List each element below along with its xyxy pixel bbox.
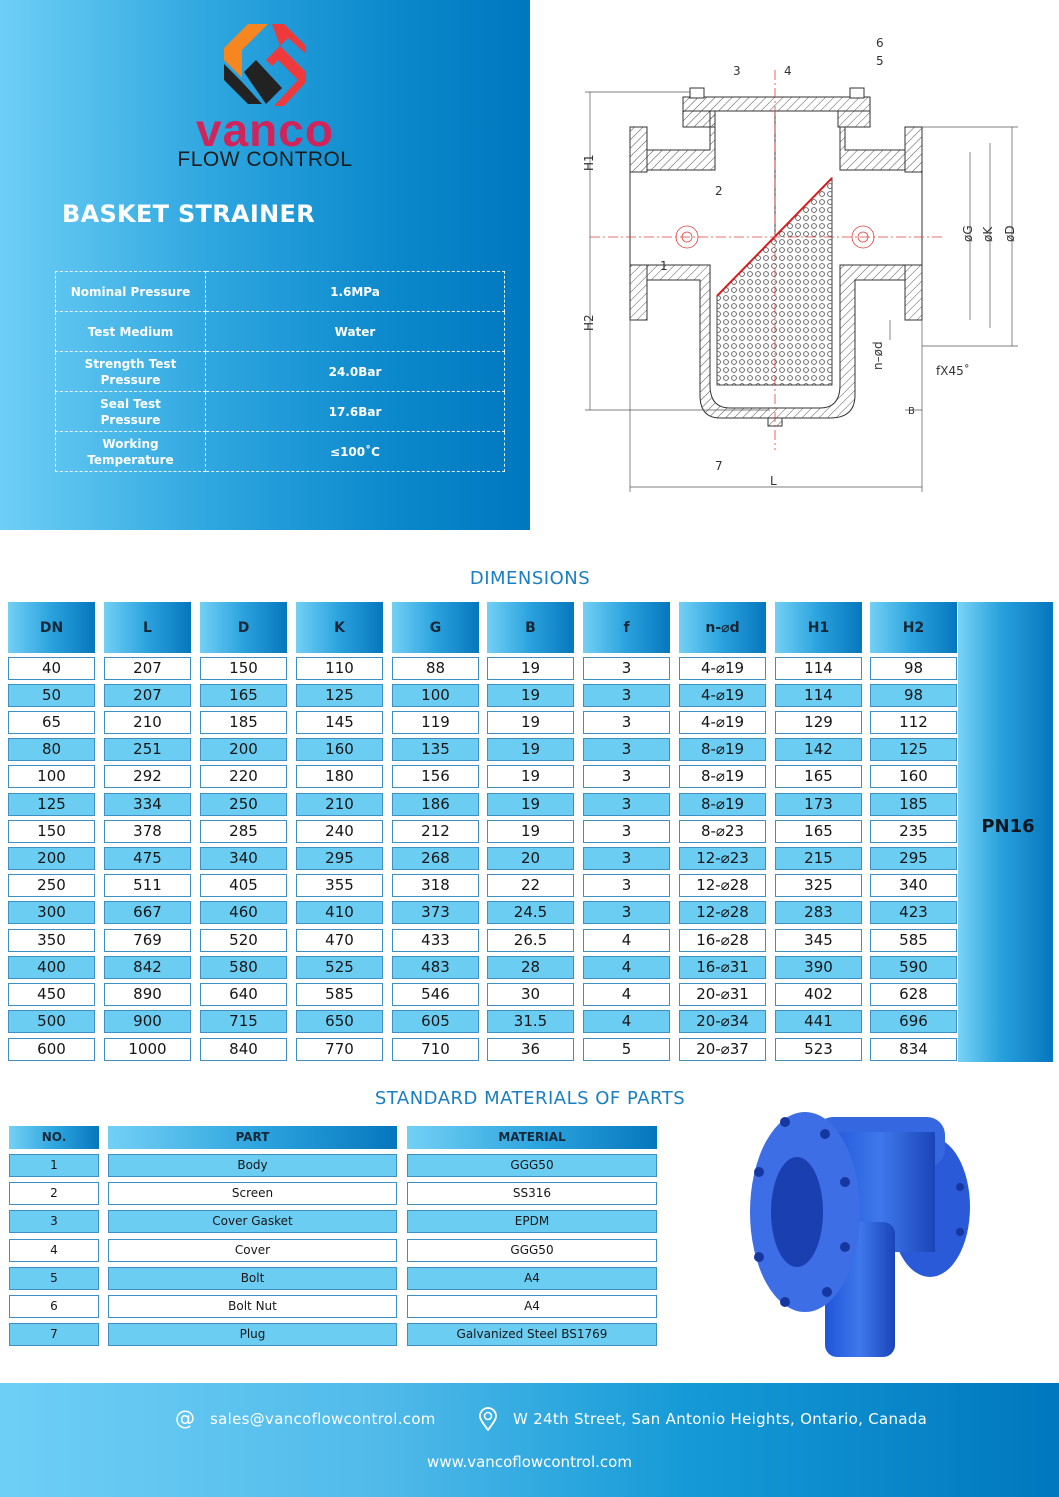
column-header: PART xyxy=(108,1126,397,1149)
table-cell: 165 xyxy=(775,765,862,788)
brand-subtitle: FLOW CONTROL xyxy=(177,148,353,171)
table-cell: 4 xyxy=(583,929,670,952)
table-cell: 30 xyxy=(487,983,574,1006)
table-cell: 173 xyxy=(775,793,862,816)
column-header: K xyxy=(296,602,383,653)
address-text: W 24th Street, San Antonio Heights, Ontario, Canada xyxy=(513,1410,928,1428)
spec-value: 1.6MPa xyxy=(206,272,505,312)
table-cell: 36 xyxy=(487,1038,574,1061)
website-link[interactable]: www.vancoflowcontrol.com xyxy=(427,1453,632,1471)
spec-row xyxy=(56,312,505,352)
spec-row xyxy=(56,432,505,472)
table-cell: 19 xyxy=(487,793,574,816)
table-cell: 26.5 xyxy=(487,929,574,952)
spec-row xyxy=(56,352,505,392)
table-cell: 390 xyxy=(775,956,862,979)
product-title: BASKET STRAINER xyxy=(62,200,315,228)
table-cell: 160 xyxy=(870,765,957,788)
table-cell: 8-⌀19 xyxy=(679,765,766,788)
table-cell: 890 xyxy=(104,983,191,1006)
table-cell: 207 xyxy=(104,684,191,707)
table-cell: 145 xyxy=(296,711,383,734)
table-cell: SS316 xyxy=(407,1182,657,1205)
table-cell: 520 xyxy=(200,929,287,952)
table-cell: 100 xyxy=(392,684,479,707)
table-cell: 5 xyxy=(583,1038,670,1061)
table-cell: 19 xyxy=(487,657,574,680)
table-cell: 3 xyxy=(583,684,670,707)
dimensions-title: DIMENSIONS xyxy=(469,568,591,589)
table-cell: 6 xyxy=(9,1295,99,1318)
table-cell: 4-⌀19 xyxy=(679,711,766,734)
table-cell: 165 xyxy=(775,820,862,843)
table-cell: 441 xyxy=(775,1010,862,1033)
spec-table xyxy=(55,271,505,472)
dimensions-column xyxy=(104,602,191,1058)
table-cell: 215 xyxy=(775,847,862,870)
dim-label-k: øK xyxy=(981,226,995,242)
table-cell: 4 xyxy=(583,1010,670,1033)
table-cell: 200 xyxy=(200,738,287,761)
table-cell: 770 xyxy=(296,1038,383,1061)
logo-mark-icon xyxy=(222,22,308,108)
table-cell: 295 xyxy=(870,847,957,870)
table-cell: 318 xyxy=(392,874,479,897)
table-cell: 4 xyxy=(583,983,670,1006)
table-cell: 580 xyxy=(200,956,287,979)
table-cell: 4 xyxy=(9,1239,99,1262)
table-cell: 19 xyxy=(487,711,574,734)
table-cell: 900 xyxy=(104,1010,191,1033)
table-cell: 450 xyxy=(8,983,95,1006)
table-cell: 129 xyxy=(775,711,862,734)
table-cell: 3 xyxy=(583,738,670,761)
table-cell: 840 xyxy=(200,1038,287,1061)
at-icon xyxy=(174,1407,196,1431)
table-cell: 19 xyxy=(487,684,574,707)
table-cell: 185 xyxy=(870,793,957,816)
table-cell: 842 xyxy=(104,956,191,979)
table-cell: Plug xyxy=(108,1323,397,1346)
dim-label-h2: H2 xyxy=(582,314,596,331)
callout-7: 7 xyxy=(715,459,723,473)
technical-drawing xyxy=(570,30,1030,500)
map-pin-icon xyxy=(477,1407,499,1431)
table-cell: 410 xyxy=(296,901,383,924)
table-cell: 585 xyxy=(870,929,957,952)
table-cell: 4-⌀19 xyxy=(679,684,766,707)
dimensions-column xyxy=(679,602,766,1058)
table-cell: 710 xyxy=(392,1038,479,1061)
brand-logo xyxy=(160,22,370,172)
table-cell: 20-⌀31 xyxy=(679,983,766,1006)
table-cell: 525 xyxy=(296,956,383,979)
table-cell: 19 xyxy=(487,765,574,788)
table-cell: Bolt Nut xyxy=(108,1295,397,1318)
table-cell: 325 xyxy=(775,874,862,897)
table-cell: 350 xyxy=(8,929,95,952)
table-cell: 20-⌀34 xyxy=(679,1010,766,1033)
table-cell: 8-⌀23 xyxy=(679,820,766,843)
table-cell: 345 xyxy=(775,929,862,952)
table-cell: 460 xyxy=(200,901,287,924)
table-cell: 24.5 xyxy=(487,901,574,924)
table-cell: 210 xyxy=(104,711,191,734)
table-cell: 400 xyxy=(8,956,95,979)
table-cell: 180 xyxy=(296,765,383,788)
svg-text:@: @ xyxy=(175,1407,196,1430)
table-cell: 696 xyxy=(870,1010,957,1033)
column-header: G xyxy=(392,602,479,653)
table-cell: 628 xyxy=(870,983,957,1006)
table-cell: 283 xyxy=(775,901,862,924)
table-cell: 88 xyxy=(392,657,479,680)
table-cell: 16-⌀31 xyxy=(679,956,766,979)
table-cell: 4 xyxy=(583,956,670,979)
table-cell: 3 xyxy=(583,657,670,680)
table-cell: 250 xyxy=(200,793,287,816)
table-cell: 212 xyxy=(392,820,479,843)
table-cell: Cover xyxy=(108,1239,397,1262)
callout-5: 5 xyxy=(876,54,884,68)
table-cell: 667 xyxy=(104,901,191,924)
table-cell: 650 xyxy=(296,1010,383,1033)
column-header: MATERIAL xyxy=(407,1126,657,1149)
spec-value: ≤100˚C xyxy=(206,432,505,472)
column-header: B xyxy=(487,602,574,653)
dim-label-b: B xyxy=(908,406,915,417)
dim-label-g: øG xyxy=(961,225,975,242)
table-cell: 715 xyxy=(200,1010,287,1033)
table-cell: 3 xyxy=(583,793,670,816)
table-cell: 4-⌀19 xyxy=(679,657,766,680)
dimensions-column xyxy=(870,602,957,1058)
table-cell: 7 xyxy=(9,1323,99,1346)
column-header: f xyxy=(583,602,670,653)
table-cell: A4 xyxy=(407,1267,657,1290)
table-cell: 268 xyxy=(392,847,479,870)
callout-1: 1 xyxy=(660,259,668,273)
table-cell: 50 xyxy=(8,684,95,707)
table-cell: 135 xyxy=(392,738,479,761)
table-cell: 31.5 xyxy=(487,1010,574,1033)
table-cell: 8-⌀19 xyxy=(679,793,766,816)
table-cell: 340 xyxy=(870,874,957,897)
table-cell: 334 xyxy=(104,793,191,816)
table-cell: 98 xyxy=(870,684,957,707)
table-cell: 19 xyxy=(487,738,574,761)
table-cell: 402 xyxy=(775,983,862,1006)
table-cell: 210 xyxy=(296,793,383,816)
table-cell: 114 xyxy=(775,657,862,680)
column-header: H1 xyxy=(775,602,862,653)
table-cell: 373 xyxy=(392,901,479,924)
spec-label: Test Medium xyxy=(56,312,206,352)
table-cell: 112 xyxy=(870,711,957,734)
table-cell: 165 xyxy=(200,684,287,707)
footer xyxy=(0,1383,1059,1497)
table-cell: 250 xyxy=(8,874,95,897)
callout-2: 2 xyxy=(715,184,723,198)
table-cell: 3 xyxy=(583,901,670,924)
table-cell: 20 xyxy=(487,847,574,870)
table-cell: 28 xyxy=(487,956,574,979)
table-cell: 119 xyxy=(392,711,479,734)
table-cell: 405 xyxy=(200,874,287,897)
table-cell: 340 xyxy=(200,847,287,870)
table-cell: 483 xyxy=(392,956,479,979)
column-header: DN xyxy=(8,602,95,653)
spec-label: Seal Test Pressure xyxy=(56,392,206,432)
table-cell: 355 xyxy=(296,874,383,897)
table-cell: Cover Gasket xyxy=(108,1210,397,1233)
table-cell: 12-⌀28 xyxy=(679,901,766,924)
table-cell: 834 xyxy=(870,1038,957,1061)
table-cell: 433 xyxy=(392,929,479,952)
callout-6: 6 xyxy=(876,36,884,50)
table-cell: 605 xyxy=(392,1010,479,1033)
dim-label-h1: H1 xyxy=(582,154,596,171)
table-cell: 285 xyxy=(200,820,287,843)
table-cell: 98 xyxy=(870,657,957,680)
strainer-section-drawing xyxy=(570,30,1030,500)
spec-label: Strength Test Pressure xyxy=(56,352,206,392)
table-cell: 1000 xyxy=(104,1038,191,1061)
table-cell: 3 xyxy=(9,1210,99,1233)
table-cell: 40 xyxy=(8,657,95,680)
table-cell: 500 xyxy=(8,1010,95,1033)
table-cell: 378 xyxy=(104,820,191,843)
hero-panel xyxy=(0,0,530,530)
dimensions-column xyxy=(487,602,574,1058)
product-photo xyxy=(745,1092,995,1362)
table-cell: 100 xyxy=(8,765,95,788)
brand-wordmark: vanco xyxy=(196,104,334,156)
table-cell: 150 xyxy=(200,657,287,680)
table-cell: 220 xyxy=(200,765,287,788)
dimensions-column xyxy=(775,602,862,1058)
table-cell: 600 xyxy=(8,1038,95,1061)
table-cell: 300 xyxy=(8,901,95,924)
table-cell: 769 xyxy=(104,929,191,952)
spec-value: 24.0Bar xyxy=(206,352,505,392)
dimensions-column xyxy=(8,602,95,1058)
table-cell: 523 xyxy=(775,1038,862,1061)
table-cell: 3 xyxy=(583,874,670,897)
table-cell: 19 xyxy=(487,820,574,843)
table-cell: 200 xyxy=(8,847,95,870)
table-cell: 295 xyxy=(296,847,383,870)
table-cell: EPDM xyxy=(407,1210,657,1233)
footer-contact-row xyxy=(0,1407,1059,1431)
table-cell: 125 xyxy=(8,793,95,816)
table-cell: 3 xyxy=(583,847,670,870)
callout-4: 4 xyxy=(784,64,792,78)
dim-label-l: L xyxy=(770,474,777,488)
spec-label: Nominal Pressure xyxy=(56,272,206,312)
footer-email xyxy=(174,1407,436,1431)
table-cell: 110 xyxy=(296,657,383,680)
table-cell: 20-⌀37 xyxy=(679,1038,766,1061)
spec-row xyxy=(56,272,505,312)
table-cell: 3 xyxy=(583,820,670,843)
table-cell: 1 xyxy=(9,1154,99,1177)
table-cell: 292 xyxy=(104,765,191,788)
table-cell: 16-⌀28 xyxy=(679,929,766,952)
dimensions-column xyxy=(583,602,670,1058)
dimensions-column xyxy=(200,602,287,1058)
table-cell: 235 xyxy=(870,820,957,843)
table-cell: 142 xyxy=(775,738,862,761)
dim-label-chamfer: fX45˚ xyxy=(936,364,970,378)
table-cell: 114 xyxy=(775,684,862,707)
table-cell: 590 xyxy=(870,956,957,979)
pressure-class-label: PN16 xyxy=(981,816,1035,837)
table-cell: A4 xyxy=(407,1295,657,1318)
table-cell: 22 xyxy=(487,874,574,897)
column-header: H2 xyxy=(870,602,957,653)
footer-address xyxy=(477,1407,927,1431)
column-header: n-⌀d xyxy=(679,602,766,653)
email-link[interactable]: sales@vancoflowcontrol.com xyxy=(210,1410,436,1428)
table-cell: 8-⌀19 xyxy=(679,738,766,761)
table-cell: 3 xyxy=(583,711,670,734)
dim-label-d: øD xyxy=(1003,225,1017,242)
table-cell: GGG50 xyxy=(407,1154,657,1177)
table-cell: 585 xyxy=(296,983,383,1006)
table-cell: 207 xyxy=(104,657,191,680)
table-cell: 240 xyxy=(296,820,383,843)
table-cell: 80 xyxy=(8,738,95,761)
table-cell: GGG50 xyxy=(407,1239,657,1262)
spec-value: 17.6Bar xyxy=(206,392,505,432)
table-cell: 186 xyxy=(392,793,479,816)
table-cell: 5 xyxy=(9,1267,99,1290)
table-cell: 251 xyxy=(104,738,191,761)
table-cell: 475 xyxy=(104,847,191,870)
callout-3: 3 xyxy=(733,64,741,78)
table-cell: 185 xyxy=(200,711,287,734)
table-cell: Bolt xyxy=(108,1267,397,1290)
table-cell: 511 xyxy=(104,874,191,897)
spec-row xyxy=(56,392,505,432)
table-cell: 3 xyxy=(583,765,670,788)
dim-label-nd: n–ød xyxy=(871,341,885,370)
table-cell: 156 xyxy=(392,765,479,788)
table-cell: 546 xyxy=(392,983,479,1006)
column-header: L xyxy=(104,602,191,653)
materials-title: STANDARD MATERIALS OF PARTS xyxy=(374,1088,686,1109)
column-header: NO. xyxy=(9,1126,99,1149)
table-cell: 640 xyxy=(200,983,287,1006)
table-cell: Screen xyxy=(108,1182,397,1205)
table-cell: 160 xyxy=(296,738,383,761)
table-cell: 470 xyxy=(296,929,383,952)
table-cell: 125 xyxy=(296,684,383,707)
dimensions-column xyxy=(392,602,479,1058)
spec-label: Working Temperature xyxy=(56,432,206,472)
spec-value: Water xyxy=(206,312,505,352)
dimensions-column xyxy=(296,602,383,1058)
table-cell: 125 xyxy=(870,738,957,761)
table-cell: 150 xyxy=(8,820,95,843)
column-header: D xyxy=(200,602,287,653)
table-cell: 65 xyxy=(8,711,95,734)
strainer-photo-illustration xyxy=(745,1092,995,1362)
table-cell: 12-⌀28 xyxy=(679,874,766,897)
table-cell: 2 xyxy=(9,1182,99,1205)
pressure-class-column xyxy=(958,602,1053,1062)
table-cell: Body xyxy=(108,1154,397,1177)
table-cell: 12-⌀23 xyxy=(679,847,766,870)
table-cell: Galvanized Steel BS1769 xyxy=(407,1323,657,1346)
table-cell: 423 xyxy=(870,901,957,924)
